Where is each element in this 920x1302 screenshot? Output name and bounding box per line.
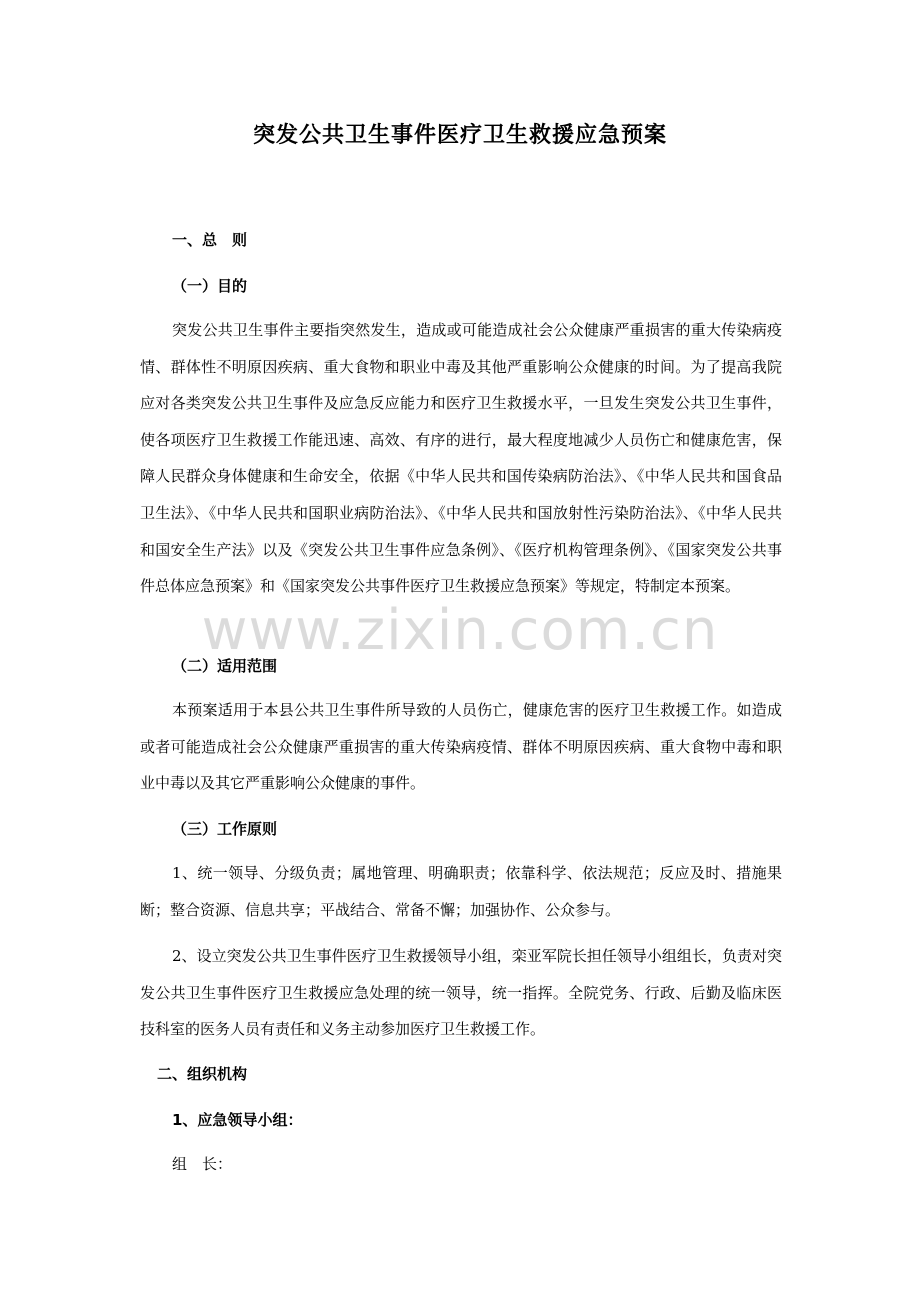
subsection-heading-principles: （三）工作原则 (172, 820, 278, 838)
section-heading-organization: 二、组织机构 (157, 1065, 248, 1083)
subsection-heading-scope: （二）适用范围 (172, 657, 278, 675)
paragraph-principle-2: 2、设立突发公共卫生事件医疗卫生救援领导小组，栾亚军院长担任领导小组组长，负责对突发公共卫生事件医疗卫生救援应急处理的统一领导，统一指挥。全院党务、行政、后勤及临床医技科室的医务人员有责任和义务主动参加医疗卫生救援工作。 (140, 947, 782, 1039)
section-heading-general: 一、总 则 (172, 231, 248, 249)
paragraph-purpose: 突发公共卫生事件主要指突然发生，造成或可能造成社会公众健康严重损害的重大传染病疫情、群体性不明原因疾病、重大食物和职业中毒及其他严重影响公众健康的时间。为了提高我院应对各类突发公共卫生事件及应急反应能力和医疗卫生救援水平，一旦发生突发公共卫生事件，使各项医疗卫生救援工作能迅速、高效、有序的进行，最大程度地减少人员伤亡和健康危害，保障人民群众身体健康和生命安全，依据《中华人民共和国传染病防治法》、《中华人民共和国食品卫生法》、《中华人民共和国职业病防治法》、《中华人民共和国放射性污染防治法》、《中华人民共和国安全生产法》以及《突发公共卫生事件应急条例》、《医疗机构管理条例》、《国家突发公共事件总体应急预案》和《国家突发公共事件医疗卫生救援应急预案》等规定，特制定本预案。 (140, 321, 782, 596)
subsection-heading-purpose: （一）目的 (172, 277, 248, 295)
paragraph-scope: 本预案适用于本县公共卫生事件所导致的人员伤亡，健康危害的医疗卫生救援工作。如造成或者可能造成社会公众健康严重损害的重大传染病疫情、群体不明原因疾病、重大食物中毒和职业中毒以及其它严重影响公众健康的事件。 (140, 701, 782, 793)
subsection-heading-leadership-group: 1、应急领导小组： (172, 1111, 303, 1129)
document-title: 突发公共卫生事件医疗卫生救援应急预案 (252, 123, 667, 148)
leader-label: 组 长： (172, 1155, 233, 1173)
watermark: www.zixin.com.cn (201, 598, 719, 663)
paragraph-principle-1: 1、统一领导、分级负责；属地管理、明确职责；依靠科学、依法规范；反应及时、措施果断；整合资源、信息共享；平战结合、常备不懈；加强协作、公众参与。 (140, 864, 782, 919)
